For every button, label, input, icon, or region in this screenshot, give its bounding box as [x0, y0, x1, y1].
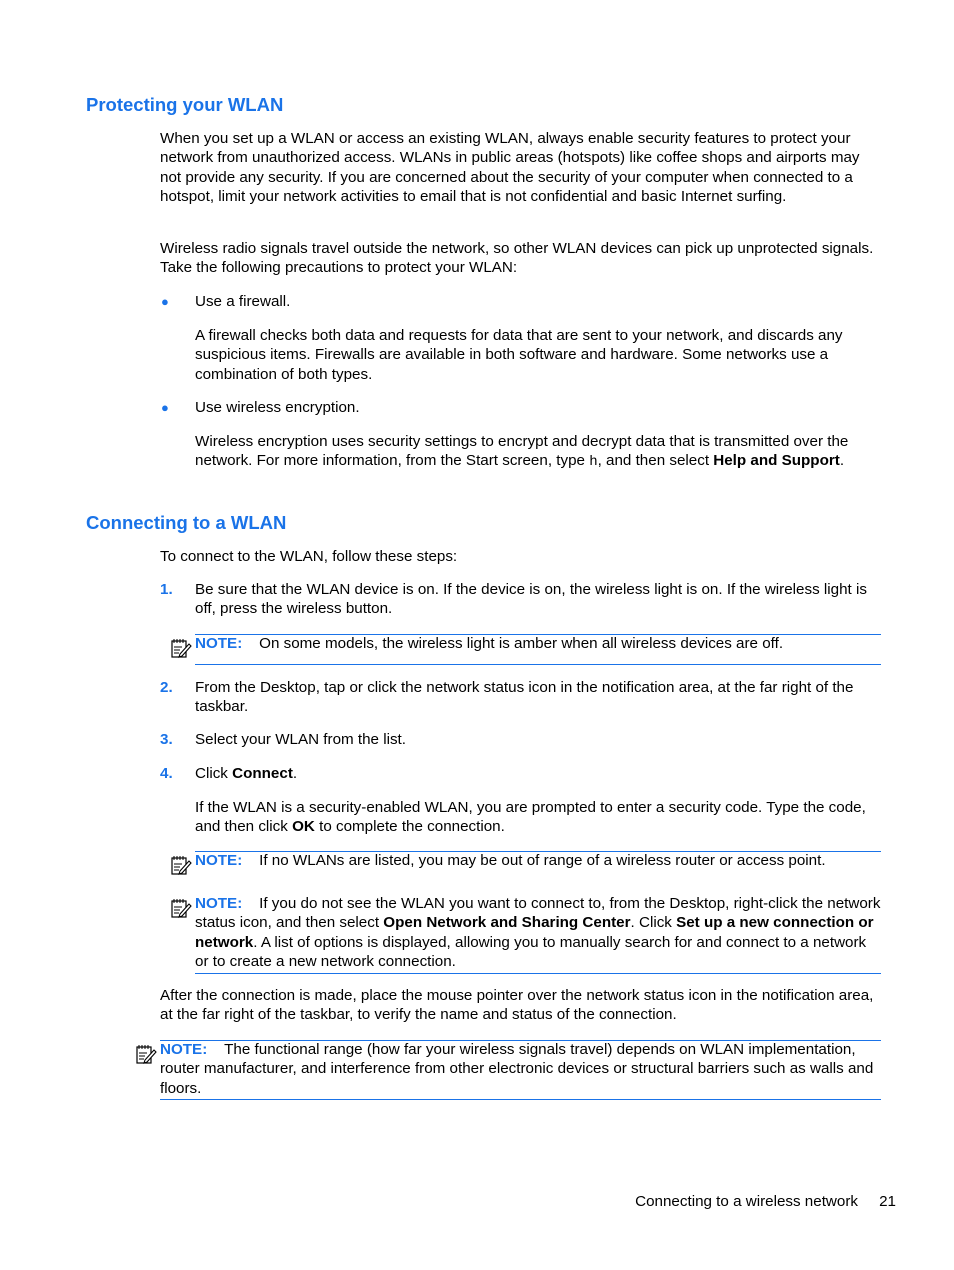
footer-chapter-title: Connecting to a wireless network — [635, 1193, 858, 1210]
note-3: NOTE: If you do not see the WLAN you want to connect to, from the Desktop, right-click the network status icon, and then select Open Network and Sharing Center. Click Set up a new connection or network. A list of options is displayed, allowing you to manually search for and connect to a network or to create a new network connection. — [195, 895, 881, 971]
page-number: 21 — [879, 1193, 896, 1210]
paragraph-after-connection: After the connection is made, place the mouse pointer over the network status icon in the notification area, at the far right of the taskbar, to verify the name and status of the connection. — [160, 987, 874, 1024]
note-bottom-rule — [195, 664, 881, 665]
step-1-text: Be sure that the WLAN device is on. If the device is on, the wireless light is on. If the wireless light is off, press the wireless button. — [195, 581, 867, 618]
note-label: NOTE: — [195, 852, 243, 869]
code-h: h — [589, 454, 598, 471]
step-3-text: Select your WLAN from the list. — [195, 731, 407, 748]
paragraph-precautions: Wireless radio signals travel outside the network, so other WLAN devices can pick up unprotected signals. Take the following precautions to protect your WLAN: — [160, 240, 874, 277]
bullet-encryption-detail: Wireless encryption uses security settings to encrypt and decrypt data that is transmitted over the network. For more information, from the Start screen, type h, and then select Help and Support. — [195, 433, 849, 471]
step-number: 2. — [160, 679, 173, 696]
bullet-marker: ● — [161, 400, 169, 415]
bullet-encryption-label: Use wireless encryption. — [195, 399, 360, 416]
note-bottom-rule — [195, 973, 881, 974]
set-up-new-connection-label: Set up a new connection or network — [195, 914, 874, 951]
bullet-firewall-label: Use a firewall. — [195, 293, 291, 310]
step-number: 3. — [160, 731, 173, 748]
note-pad-icon — [170, 854, 192, 876]
note-4: NOTE: The functional range (how far your wireless signals travel) depends on WLAN implementation, router manufacturer, and interference from other electronic devices or structural barriers such as walls and floors. — [160, 1041, 874, 1097]
paragraph-security-intro: When you set up a WLAN or access an existing WLAN, always enable security features to protect your network from unauthorized access. WLANs in public areas (hotspots) like coffee shops and airports may not provide any security. If you are concerned about the security of your computer when connected to a hotspot, limit your network activities to email that is not confidential and basic Internet surfing. — [160, 130, 860, 206]
note-pad-icon — [170, 637, 192, 659]
connect-label: Connect — [232, 765, 293, 782]
step-4-text: Click Connect. — [195, 765, 298, 782]
step-4-detail: If the WLAN is a security-enabled WLAN, you are prompted to enter a security code. Type the code, and then click OK to complete the connection. — [195, 799, 866, 836]
page-footer — [635, 1192, 896, 1211]
open-network-sharing-center-label: Open Network and Sharing Center — [383, 914, 631, 932]
ok-label: OK — [292, 818, 315, 836]
bullet-marker: ● — [161, 294, 169, 309]
note-pad-icon — [170, 897, 192, 919]
bullet-firewall-detail: A firewall checks both data and requests for data that are sent to your network, and discards any suspicious items. Firewalls are available in both software and hardware. Some networks use a combination of both types. — [195, 327, 843, 383]
note-1: NOTE: On some models, the wireless light is amber when all wireless devices are off. — [195, 635, 784, 652]
paragraph-connect-intro: To connect to the WLAN, follow these steps: — [160, 548, 458, 565]
note-bottom-rule — [160, 1099, 881, 1100]
help-and-support-label: Help and Support — [713, 452, 840, 470]
note-label: NOTE: — [195, 895, 243, 912]
note-label: NOTE: — [195, 635, 243, 652]
section-title-connecting-wlan: Connecting to a WLAN — [86, 512, 287, 533]
note-pad-icon — [135, 1043, 157, 1065]
note-2: NOTE: If no WLANs are listed, you may be out of range of a wireless router or access point. — [195, 852, 826, 869]
step-2-text: From the Desktop, tap or click the network status icon in the notification area, at the far right of the taskbar. — [195, 679, 854, 716]
section-title-protecting-wlan: Protecting your WLAN — [86, 94, 284, 115]
note-label: NOTE: — [160, 1041, 208, 1058]
step-number: 4. — [160, 765, 173, 782]
step-number: 1. — [160, 581, 173, 598]
